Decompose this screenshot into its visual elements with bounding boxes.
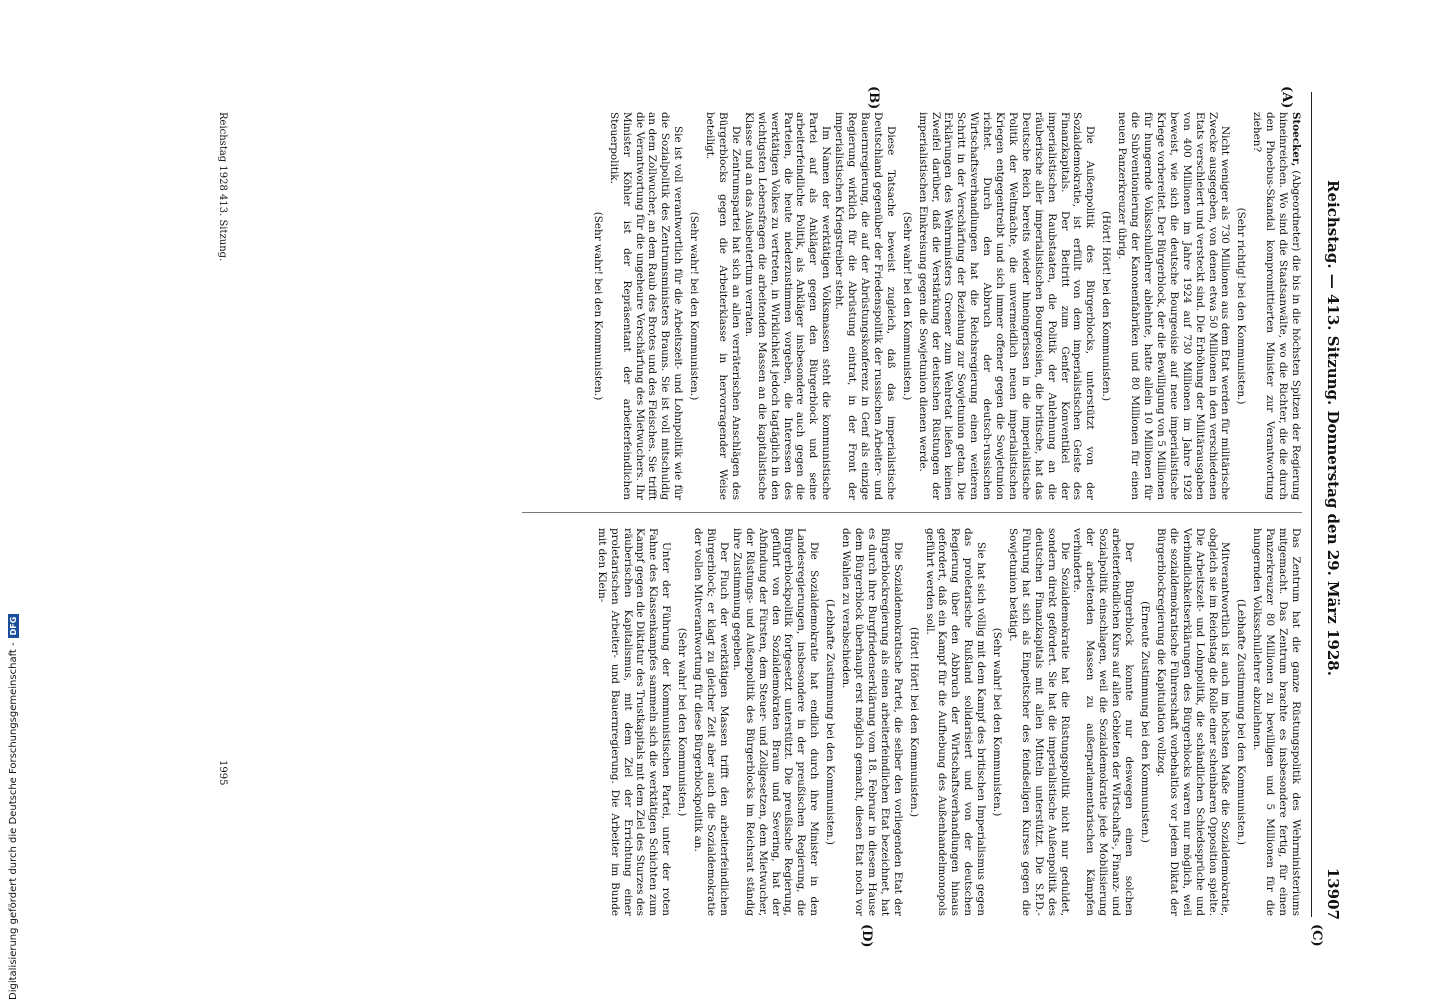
right-reaction-6: (Sehr wahr! bei den Kommunisten.) — [676, 627, 689, 817]
right-paragraph-1: Das Zentrum hat die ganze Rüstungspolitik des Wehrministeriums mitgemacht. Das Zentrum brachte es insbesondere fertig, für einen Panzerkreuzer 80 Millionen zu bewilligen und 5 Millionen für die hungernden Volksschullehrer abzulehnen. — [1251, 528, 1302, 916]
left-reaction-5: (Sehr wahr! bei den Kommunisten.) — [591, 211, 604, 401]
footer-number: 1995 — [217, 760, 228, 786]
right-paragraph-3: Der Bürgerblock konnte nur deswegen einen solchen arbeiterfeindlichen Kurs auf allen Gebieten der Wirtschafts-, Finanz- und Sozialpolitik einschlagen, weil die Sozialdemokratie jede Mobilisierung der arbeitenden Massen zu außerparlamentarischen Kämpfen verhinderte. — [1071, 528, 1136, 916]
left-paragraph-2: Nicht weniger als 730 Millionen aus dem Etat werden für militärische Zwecke ausgegeben, von denen etwa 50 Millionen in den verschiedenen Etats verschleiert und versteckt sind. Die Erhöhung der Militärausgaben von 400 Millionen im Jahre 1924 auf 730 Millionen im Jahre 1928 beweist, wie sich die deutsche Bourgeoisie auf neue imperialistische Kriege vorbereitet. Der Bürgerblock, der die Bewilligung von 5 Millionen für hungernde Volksschullehrer ablehnte, hatte allein 10 Millionen für die Subventionierung der Kanonenfabriken und 80 Millionen für einen neuen Panzerkreuzer übrig. — [1116, 112, 1232, 500]
left-paragraph-1-text: die bis in die höchsten Spitzen der Regierung hineinreichen. Wo sind die Staatsanwälte, wo die Richter, die die durch den Phoebus-Skandal kompromittierten Minister zur Verantwortung ziehen? — [1251, 112, 1302, 501]
right-reaction-2: (Erneute Zustimmung bei den Kommunisten.) — [1139, 601, 1152, 843]
margin-marker-b: (B) — [866, 86, 881, 110]
right-paragraph-9: Unter der Führung der Kommunistischen Partei, unter der roten Fahne des Klassenkampfes sammeln sich die werktätigen Schichten zum Kampf gegen die Diktatur des Trustkapitals mit dem Ziel des Sturzes des räuberischen Kapitalismus, mit dem Ziel der Errichtung einer proletarischen Arbeiter- und Bauernregierung. Die Arbeiter im Bunde mit den Klein- — [595, 528, 673, 916]
page-header — [1318, 60, 1342, 920]
speaker-name: Stoecker, — [1290, 112, 1302, 167]
left-column — [588, 112, 1302, 500]
right-paragraph-4: Die Sozialdemokratie hat die Rüstungspolitik nicht nur geduldet, sondern direkt gefördert. Sie hat die imperialistische Außenpolitik des deutschen Finanzkapitals mit allen Mitteln unterstützt. Die S.P.D.-Führung hat sich als Einpeitscher des feindseligen Kurses gegen die Sowjetunion betätigt. — [1006, 528, 1071, 916]
left-paragraph-1: Stoecker, (Abgeordneter) die bis in die höchsten Spitzen der Regierung hineinreichen. Wo sind die Staatsanwälte, wo die Richter, die die durch den Phoebus-Skandal kompromittierten Minister zur Verantwortung ziehen? — [1251, 112, 1302, 501]
header-rule — [1311, 92, 1312, 917]
right-reaction-1: (Lebhafte Zustimmung bei den Kommunisten.) — [1235, 599, 1248, 845]
page-number: 13907 — [1324, 867, 1342, 920]
right-paragraph-7: Die Sozialdemokratie hat endlich durch ihre Minister in den Landesregierungen, insbesondere in der preußischen Regierung, die Bürgerblockpolitik fortgesetzt unterstützt. Die preußische Regierung, geführt von den Sozialdemokraten Braun und Severing, hat der Abfindung der Fürsten, dem Steuer- und Zollgesetzen, dem Mietwucher, der Rüstungs- und Außenpolitik des Bürgerblocks im Reichsrat ständig ihre Zustimmung gegeben. — [730, 528, 821, 916]
dfg-logo: DFG — [8, 614, 19, 639]
left-reaction-2: (Hört! Hört! bei den Kommunisten.) — [1100, 210, 1113, 401]
left-paragraph-7: Sie ist voll verantwortlich für die Arbeitszeit- und Lohnpolitik wie für die Sozialpolitik des Zentrumsministers Brauns. Sie ist voll mitschuldig an dem Zollwucher, an dem Raub des Brotes und des Fleisches. Sie trifft die Verantwortung für die ungeheure Verschärfung des Mietwuchers. Ihr Minister Köhler ist der Repräsentant der arbeiterfeindlichen Steuerpolitik. — [607, 112, 685, 500]
left-reaction-4: (Sehr wahr! bei den Kommunisten.) — [688, 211, 701, 401]
right-reaction-4: (Hört! Hört! bei den Kommunisten.) — [907, 626, 920, 817]
right-reaction-3: (Sehr wahr! bei den Kommunisten.) — [991, 627, 1004, 817]
left-paragraph-4: Diese Tatsache beweist zugleich, daß das imperialistische Deutschland gegenüber der Friedenspolitik der russischen Arbeiter- und Bauernregierung, die auf der Abrüstungskonferenz in Genf als einzige Regierung wirklich für die Abrüstung eintrat, in der Front der imperialistischen Kriegstreiber steht. — [833, 112, 897, 500]
margin-marker-d: (D) — [859, 924, 874, 948]
column-divider — [522, 512, 1302, 513]
right-column — [595, 528, 1302, 916]
page-title: Reichstag. — 413. Sitzung. Donnerstag den 29. März 1928. — [1324, 180, 1342, 676]
margin-marker-c: (C) — [1309, 924, 1324, 947]
dfg-credit-label: Digitalisierung gefördert durch die Deutsche Forschungsgemeinschaft - — [8, 642, 19, 1000]
margin-marker-a: (A) — [1279, 86, 1294, 109]
page-footer — [208, 60, 228, 920]
right-paragraph-2: Mitverantwortlich ist auch im höchsten Maße die Sozialdemokratie, obgleich sie im Reichstag die Rolle einer scheinbaren Opposition spielte. Die Arbeitszeit- und Lohnpolitik, die schändlichen Schiedssprüche und Verbindlichkeitserklärungen des Bürgerblocks waren nur möglich, weil die sozialdemokratische Führerschaft vorbehaltlos vor jedem Diktat der Bürgerblockregierung die Kapitulation vollzog. — [1154, 528, 1232, 916]
right-paragraph-6: Die Sozialdemokratische Partei, die selber den vorliegenden Etat der Bürgerblockregierung als einen arbeiterfeindlichen Etat bezeichnet, hat es durch ihre Burgfriedenserklärung vom 18. Februar in diesem Hause dem Bürgerblock überhaupt erst möglich gemacht, diesen Etat noch vor den Wahlen zu verabschieden. — [840, 528, 904, 916]
right-paragraph-8: Der Fluch der werktätigen Massen trifft den arbeiterfeindlichen Bürgerblock; er klagt zu gleicher Zeit aber auch die Sozialdemokratie der vollen Mitverantwortung für diese Bürgerblockpolitik an. — [692, 528, 730, 916]
footer-session: Reichstag 1928 413. Sitzung. — [217, 112, 228, 262]
right-reaction-5: (Lebhafte Zustimmung bei den Kommunisten.) — [824, 599, 837, 845]
left-paragraph-6: Die Zentrumspartei hat sich an allen verräterischen Anschlägen des Bürgerblocks gegen die Arbeiterklasse in hervorragender Weise beteiligt. — [704, 112, 742, 500]
left-paragraph-5: Im Namen der werktätigen Volksmassen steht die kommunistische Partei auf als Ankläger gegen den Bürgerblock und seine arbeiterfeindliche Politik, als Ankläger insbesondere auch gegen die Parteien, die heute niederzustimmen vorgeben, die Interessen des werktätigen Volkes zu vertreten, in Wirklichkeit jedoch tagtäglich in den wichtigsten Lebensfragen die arbeitenden Massen an die kapitalistische Klasse und an das Ausbeutertum verraten. — [742, 112, 833, 500]
left-reaction-3: (Sehr wahr! bei den Kommunisten.) — [900, 211, 913, 401]
left-paragraph-3: Die Außenpolitik des Bürgerblocks, unterstützt von der Sozialdemokratie, ist erfüllt von dem imperialistischen Geiste des Finanzkapitals. Der Beitritt zum Genfer Konventikel der imperialistischen Raubstaaten, die Politik der Anlehnung an die räuberische aller imperialistischen Bourgeoisien, die britische, hat das Deutsche Reich bereits wieder hineingerissen in die imperialistische Politik der Weltmächte, die unvermeidlich neuen imperialistischen Kriegen entgegentreibt und sich immer offener gegen die Sowjetunion richtet. Durch den Abbruch der deutsch-russischen Wirtschaftsverhandlungen hat die Reichsregierung einen weiteren Schritt in der Verschärfung der Beziehung zur Sowjetunion getan. Die Erklärungen des Wehrministers Groener zum Wehretat ließen keinen Zweifel darüber, daß die Verstärkung der deutschen Rüstungen der imperialistischen Einkreisung gegen die Sowjetunion dienen werde. — [916, 112, 1097, 500]
right-paragraph-5: Sie hat sich völlig mit dem Kampf des britischen Imperialismus gegen das proletarische Rußland solidarisiert und von der deutschen Regierung über den Abbruch der Wirtschaftsverhandlungen hinaus gefordert, daß ein Kampf für die Aufhebung des Außenhandelmonopols geführt werden soll. — [923, 528, 988, 916]
speaker-role: Abgeordneter — [1290, 174, 1302, 248]
left-reaction-1: (Sehr richtig! bei den Kommunisten.) — [1235, 207, 1248, 405]
